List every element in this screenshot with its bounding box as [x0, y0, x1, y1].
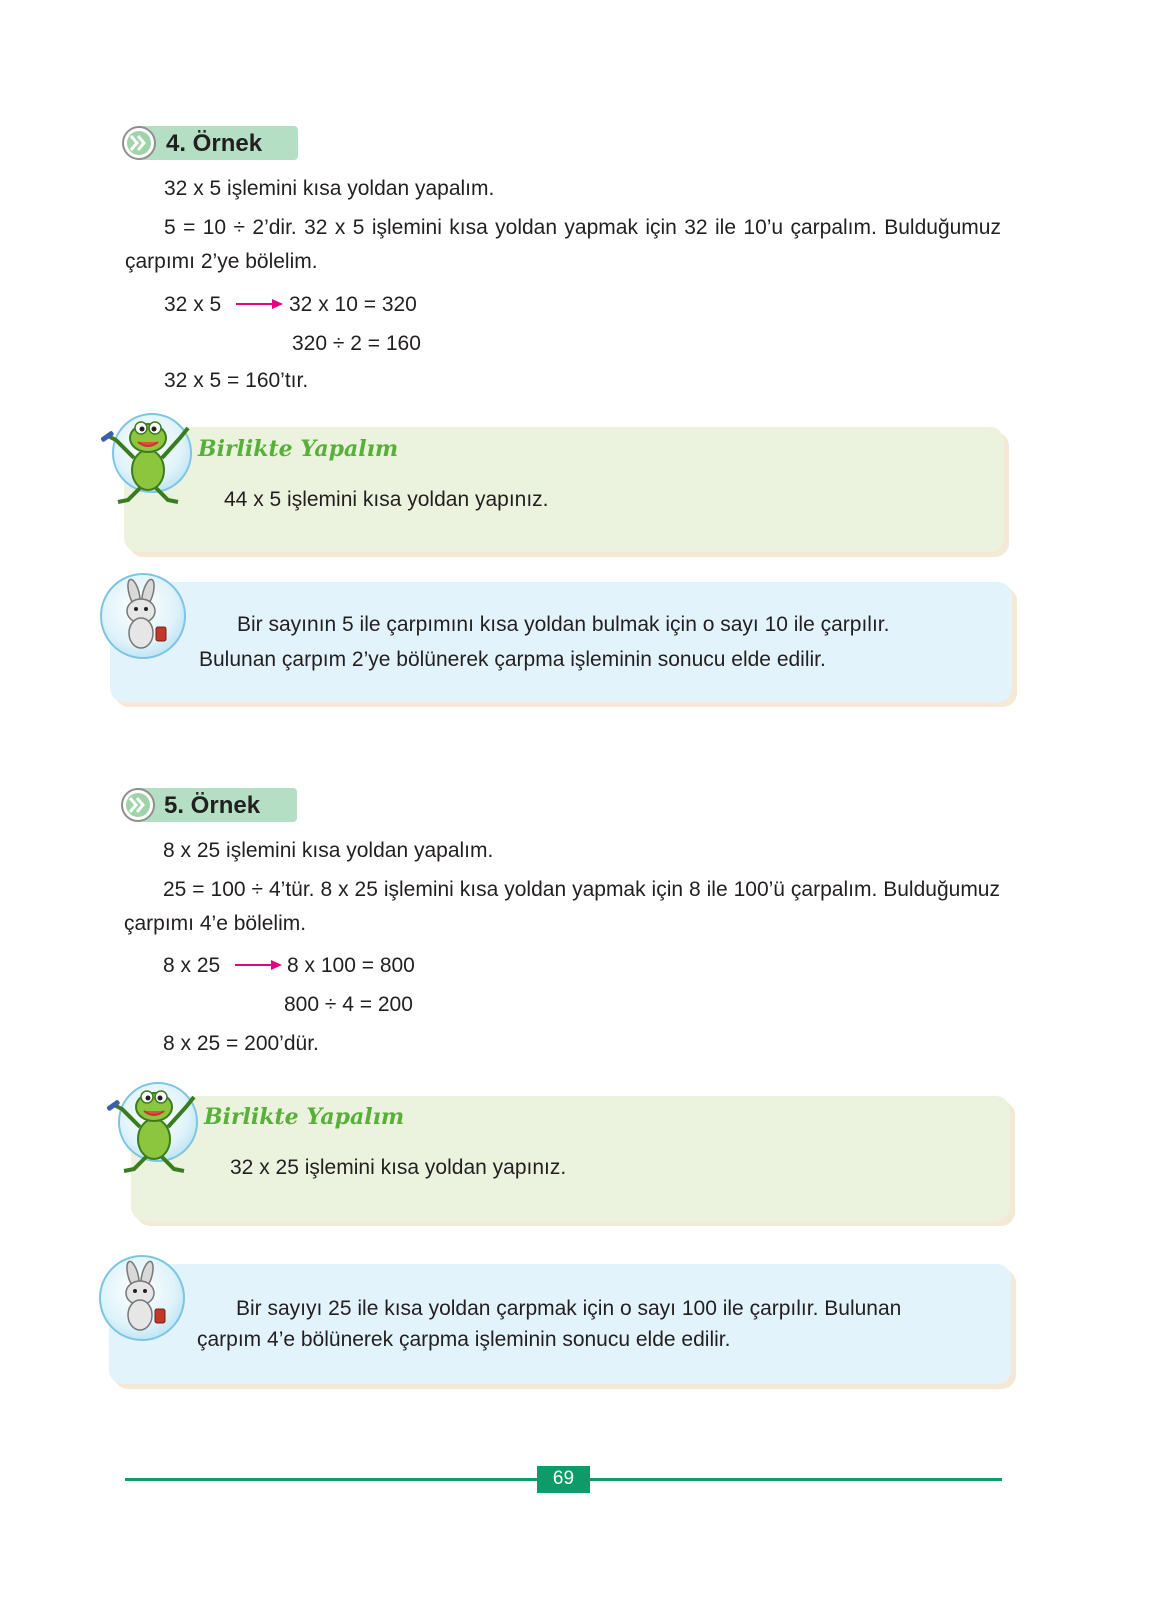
example-4-statement: 32 x 5 işlemini kısa yoldan yapalım. — [164, 177, 495, 200]
together-box-1-title: Birlikte Yapalım — [198, 436, 399, 462]
arrow-right-icon — [236, 303, 274, 305]
example-5-explanation-line2: Bulduğumuz çarpımı 4’e bölelim. — [124, 878, 1000, 935]
info-box-1 — [110, 582, 1012, 702]
example-5-statement: 8 x 25 işlemini kısa yoldan yapalım. — [163, 839, 494, 862]
example-4-calc-division: 320 ÷ 2 = 160 — [292, 332, 421, 355]
info-box-1-line1: Bir sayının 5 ile çarpımını kısa yoldan bulmak için o sayı 10 ile çarpılır. — [237, 613, 890, 636]
example-5-calc-right: 8 x 100 = 800 — [287, 954, 415, 977]
together-box-2-task: 32 x 25 işlemini kısa yoldan yapınız. — [230, 1156, 567, 1179]
info-box-2-line1: Bir sayıyı 25 ile kısa yoldan çarpmak için o sayı 100 ile çarpılır. Bulunan — [236, 1297, 902, 1320]
arrow-head — [272, 299, 283, 309]
example-5-explanation-line1: 25 = 100 ÷ 4’tür. 8 x 25 işlemini kısa yoldan yapmak için 8 ile 100’ü çarpalım. — [163, 878, 878, 901]
example-4-explanation-line1: 5 = 10 ÷ 2’dir. 32 x 5 işlemini kısa yoldan yapmak için 32 ile 10’u çarpalım. — [164, 216, 877, 239]
example-5-result: 8 x 25 = 200’dür. — [163, 1032, 319, 1055]
info-box-2 — [109, 1264, 1011, 1384]
together-box-1-task: 44 x 5 işlemini kısa yoldan yapınız. — [224, 488, 549, 511]
info-box-1-line2: Bulunan çarpım 2’ye bölünerek çarpma işleminin sonucu elde edilir. — [199, 648, 826, 671]
together-box-2-title: Birlikte Yapalım — [204, 1104, 405, 1130]
page-number: 69 — [537, 1466, 590, 1493]
double-chevron-icon — [122, 126, 156, 160]
footer-rule-right — [590, 1478, 1002, 1481]
frog-mascot-icon — [104, 1077, 204, 1177]
example-5-explanation — [124, 873, 1000, 941]
example-5-heading: 5. Örnek — [164, 792, 261, 819]
arrow-right-icon — [235, 964, 273, 966]
example-4-heading: 4. Örnek — [166, 130, 263, 157]
info-box-2-line2: çarpım 4’e bölünerek çarpma işleminin sonucu elde edilir. — [197, 1328, 731, 1351]
double-chevron-icon — [121, 788, 155, 822]
example-5-calc-division: 800 ÷ 4 = 200 — [284, 993, 413, 1016]
rabbit-mascot-icon — [99, 1255, 185, 1341]
example-4-explanation-line2: Bulduğumuz çarpımı 2’ye bölelim. — [125, 216, 1001, 273]
example-5-calc-left: 8 x 25 — [163, 954, 221, 977]
example-4-calc-right: 32 x 10 = 320 — [289, 293, 417, 316]
example-4-explanation — [125, 211, 1001, 279]
example-4-result: 32 x 5 = 160’tır. — [164, 369, 309, 392]
footer-rule-left — [125, 1478, 537, 1481]
arrow-head — [271, 960, 282, 970]
rabbit-mascot-icon — [100, 573, 186, 659]
example-4-calc-left: 32 x 5 — [164, 293, 222, 316]
frog-mascot-icon — [98, 408, 198, 508]
